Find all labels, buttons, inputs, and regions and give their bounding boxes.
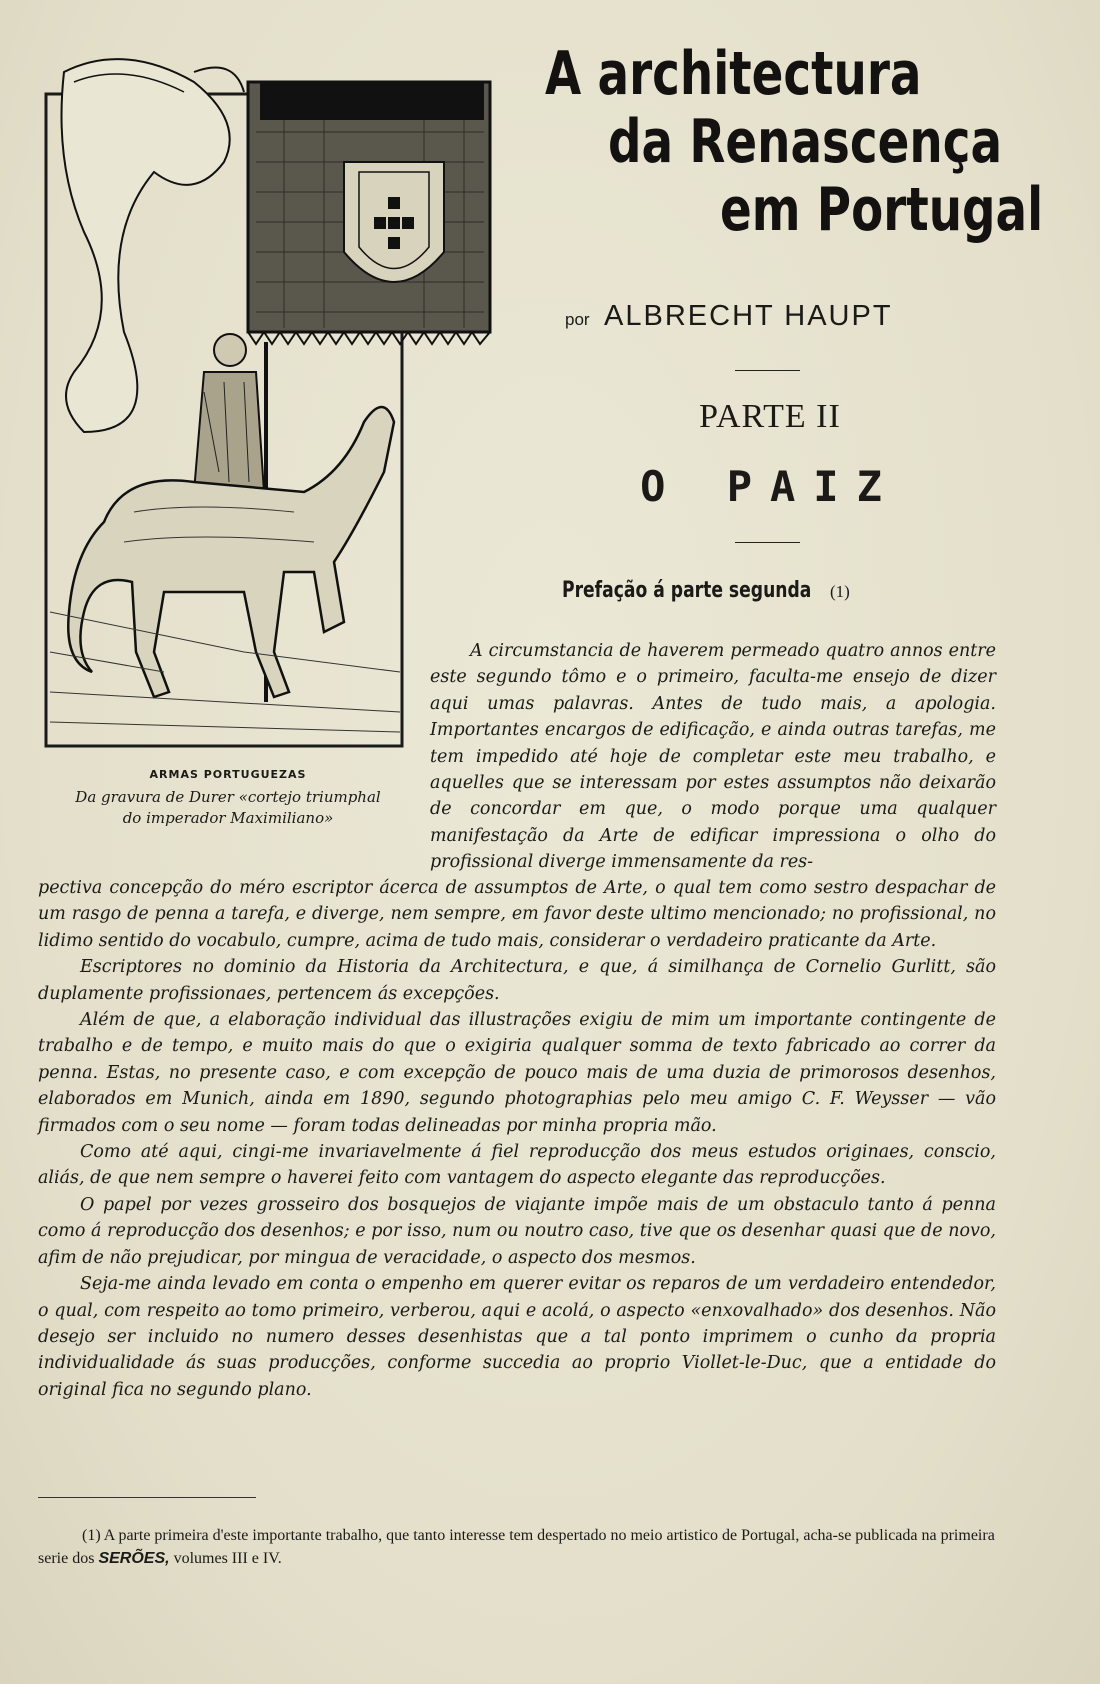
paragraph-4: Como até aqui, cingi-me invariavelmente á fiel reproducção dos meus estudos originaes, conscio, aliás, de que nem sempre o haverei feito com vantagem do aspecto elegante das reproducções. — [38, 1142, 996, 1189]
title-line-3: em Portugal — [720, 175, 1044, 245]
preface-heading — [562, 578, 882, 603]
section-title: O PAIZ — [640, 462, 900, 511]
title-line-1: A architectura — [545, 39, 922, 109]
paragraph-2: Escriptores no dominio da Historia da Architectura, e que, á similhança de Cornelio Gurlitt, são duplamente profissionaes, pertencem ás excepções. — [38, 957, 996, 1004]
preface-footnote-ref: (1) — [830, 582, 850, 601]
body-column-narrow — [430, 638, 996, 876]
title-line-2: da Renascença — [608, 107, 1003, 177]
divider-bottom — [735, 542, 800, 543]
footnote — [38, 1524, 996, 1570]
byline-prefix: por — [565, 310, 590, 329]
caption-line-2: do imperador Maximiliano» — [122, 809, 334, 827]
part-heading: PARTE II — [699, 398, 841, 435]
preface-title: Prefação á parte segunda — [562, 578, 812, 603]
paragraph-6: Seja-me ainda levado em conta o empenho em querer evitar os reparos de um verdadeiro entendedor, o qual, com respeito ao tomo primeiro, verberou, aqui e acolá, o aspecto «enxovalhado» dos desenhos. Não desejo ser incluido no numero desses desenhistas que a tal ponto imprimem o cunho da propria individualidade ás suas producções, conforme succedia ao proprio Viollet-le-Duc, que a entidade do original fica no segundo plano. — [38, 1274, 996, 1400]
divider-top — [735, 370, 800, 371]
paragraph-1-continued: pectiva concepção do méro escriptor ácerca de assumptos de Arte, o qual tem como sestro despachar de um rasgo de penna a tarefa, e diverge, nem sempre, em favor deste ultimo mencionado; no profissional, no lidimo sentido do vocabulo, cumpre, acima de tudo mais, considerar o verdadeiro praticante da Arte. — [38, 878, 996, 951]
paragraph-5: O papel por vezes grosseiro dos bosquejos de viajante impõe mais de um obstaculo tanto á penna como á reproducção dos desenhos; e por isso, num ou noutro caso, tive que os desenhar quasi que de novo, afim de não prejudicar, por mingua de veracidade, o aspecto dos mesmos. — [38, 1194, 996, 1268]
body-column-full — [38, 875, 996, 1403]
byline — [565, 300, 893, 333]
footnote-text-after: volumes III e IV. — [173, 1550, 282, 1567]
paragraph-3: Além de que, a elaboração individual das illustrações exigiu de mim um importante contingente de trabalho e de tempo, e muito mais do que o exigiria qualquer somma de texto fabricado ao correr da penna. Estas, no presente caso, e com excepção de pouco mais de uma duzia de primorosos desenhos, elaborados em Munich, ainda em 1890, segundo photographias pelo meu amigo C. F. Weysser — vão firmados com o seu nome — foram todas delineadas por minha propria mão. — [38, 1010, 996, 1136]
author-name: ALBRECHT HAUPT — [604, 300, 893, 332]
caption-line-1: Da gravura de Durer «cortejo triumphal — [75, 788, 381, 806]
footnote-text-before: A parte primeira d'este importante trabalho, que tanto interesse tem despertado no meio artistico de Portugal, acha-se publicada na primeira serie dos — [38, 1527, 995, 1567]
footnote-series-name: SERÕES, — [98, 1550, 170, 1567]
figure-caption — [44, 768, 412, 829]
paragraph-1-start: A circumstancia de haverem permeado quatro annos entre este segundo tômo e o primeiro, faculta-me ensejo de dizer aqui umas palavras. Antes de tudo mais, a apologia. Importantes encargos de edificação, e ainda outras tarefas, me tem impedido até hoje de completar este meu trabalho, e aquelles que se interessam por estes assumptos não deixarão de concordar em que, o modo porque uma qualquer manifestação da Arte de edificar impressiona o olho do profissional diverge immensamente da res- — [430, 641, 996, 873]
caption-title: ARMAS PORTUGUEZAS — [149, 768, 307, 781]
footnote-divider — [38, 1497, 256, 1498]
footnote-number: (1) — [82, 1527, 101, 1544]
